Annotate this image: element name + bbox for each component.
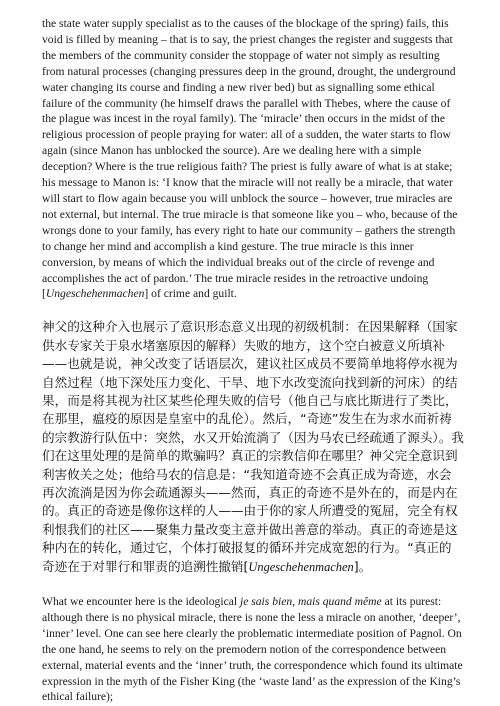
chinese-translation-end: ]。 — [353, 558, 372, 574]
english-paragraph-2-phrase: je sais bien, mais quand même — [239, 595, 382, 608]
english-paragraph-1-term: Ungeschehenmachen — [45, 287, 145, 301]
chinese-translation-text: 神父的这种介入也展示了意识形态意义出现的初级机制：在因果解释（国家供水专家关于泉水堵塞原因的解释）失败的地方，这个空白被意义所填补——也就是说，神父改变了话语层次，建议社区成员不要简单地将停水视为自然过程（地下深处压力变化、干旱、地下水改变流向找到新的河床）的结果，而是将其视为社区某些伦理失败的信号（他自己与底比斯进行了类比，在那里，瘟疫的原因是皇室中的乱伦）。然后，“奇迹”发生在为求水而祈祷的宗教游行队伍中：突然，水又开始流淌了（因为马农已经疏通了源头）。我们在这里处理的是简单的欺骗吗？真正的宗教信仰在哪里？神父完全意识到利害攸关之处；他给马农的信息是：“我知道奇迹不会真正成为奇迹，水会再次流淌是因为你会疏通源头——然而，真正的奇迹不是外在的，而是内在的。真正的奇迹是像你这样的人——由于你的家人所遭受的冤屈，完全有权利恨我们的社区——聚集力量改变主意并做出善意的举动。真正的奇迹是这种内在的转化，通过它，个体打破报复的循环并完成宽恕的行为。“真正的奇迹在于对罪行和罪责的追溯性撤销[ — [42, 319, 464, 574]
english-paragraph-1-end: ] of crime and guilt. — [144, 287, 237, 301]
chinese-translation-paragraph — [42, 318, 464, 576]
english-paragraph-1-text: the state water supply specialist as to the causes of the blockage of the spring) fails, this void is filled by meaning – that is to say, the priest changes the register and suggests that the members of the community consider the stoppage of water not simply as resulting from natural processes (changing pressures deep in the ground, drought, the underground water changing its course and finding a new river bed) but as signalling some ethical failure of the community (he himself draws the parallel with Thebes, where the cause of the plague was incest in the royal family). The ‘miracle’ then occurs in the midst of the religious procession of people praying for water: all of a sudden, the water starts to flow again (since Manon has unblocked the source). Are we dealing here with a simple deception? Where is the true religious faith? The priest is fully aware of what is at stake; his message to Manon is: ‘I know that the miracle will not really be a miracle, that water will start to flow again because you will unblock the source – however, true miracles are not external, but internal. The true miracle is that someone like you – who, because of the wrongs done to your family, has every right to hate our community – gathers the strength to change her mind and accomplish a kind gesture. The true miracle is this inner conversion, by means of which the individual breaks out of the circle of revenge and accomplishes the act of pardon.’ The true miracle resides in the retroactive undoing [ — [42, 17, 458, 301]
chinese-translation-term: Ungeschehenmachen — [248, 559, 354, 574]
english-paragraph-2-start: What we encounter here is the ideological — [42, 595, 240, 608]
english-paragraph-1 — [42, 16, 464, 302]
document-page — [42, 16, 464, 705]
english-paragraph-2-rest: at its purest: although there is no physical miracle, there is none the less a miracle on another, ‘deeper’, ‘inner’ level. One can see here clearly the problematic intermediate position of Pagnol. On the one hand, he seems to rely on the premodern notion of the correspondence between external, material events and the ‘inner’ truth, the correspondence which found its ultimate expression in the myth of the Fisher King (the ‘waste land’ as the expression of the King’s ethical failure); — [42, 595, 463, 704]
english-paragraph-2 — [42, 594, 464, 705]
